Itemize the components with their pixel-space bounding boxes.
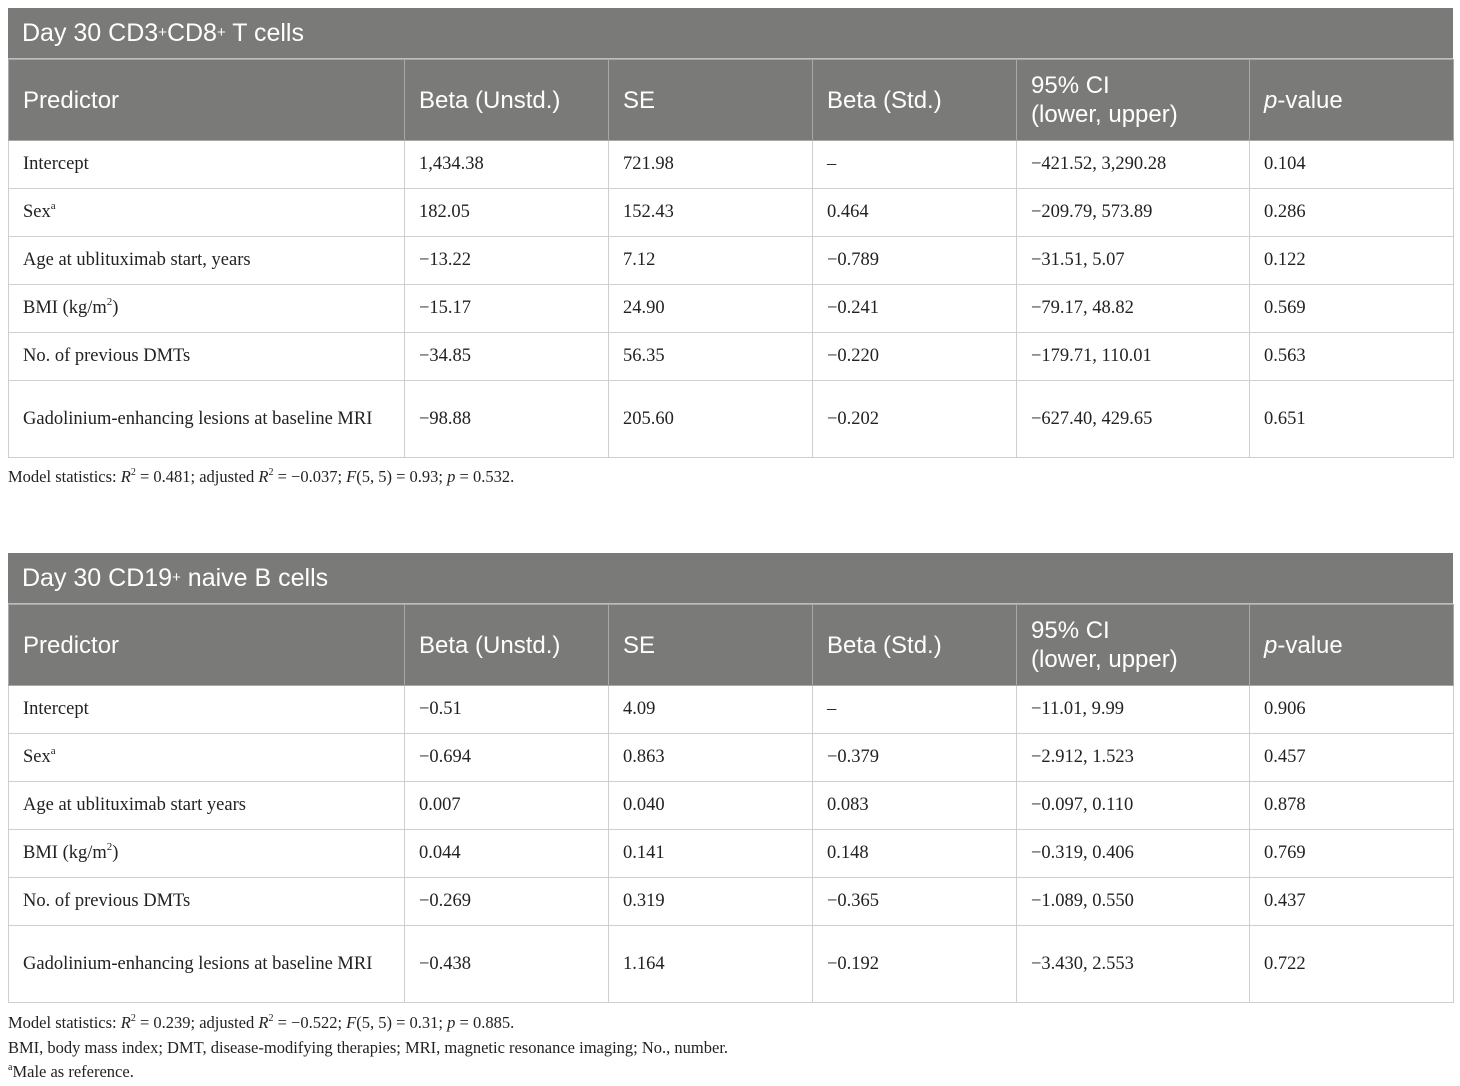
cell-beta-std: −0.789: [813, 237, 1017, 285]
cell-predictor: No. of previous DMTs: [9, 878, 405, 926]
cell-p-value: 0.878: [1250, 782, 1454, 830]
header-p-italic: p: [1264, 86, 1278, 114]
cell-beta-std: 0.083: [813, 782, 1017, 830]
cell-beta-std: 0.464: [813, 189, 1017, 237]
cell-se: 0.319: [609, 878, 813, 926]
header-beta-unstd: Beta (Unstd.): [405, 60, 609, 141]
cell-se: 4.09: [609, 686, 813, 734]
table-row: [9, 926, 1454, 1003]
note-italic: R: [120, 467, 131, 486]
cell-predictor: [9, 285, 405, 333]
cell-se: 24.90: [609, 285, 813, 333]
header-se: SE: [609, 605, 813, 686]
cell-p-value: 0.457: [1250, 734, 1454, 782]
note-text: (5, 5) = 0.31;: [356, 1013, 448, 1032]
model-statistics-note: [8, 467, 514, 487]
abbreviations-note: BMI, body mass index; DMT, disease-modifying therapies; MRI, magnetic resonance imaging; No., number.: [8, 1038, 729, 1057]
header-ci: [1017, 605, 1250, 686]
note-italic: F: [346, 1013, 357, 1032]
cell-beta-unstd: −98.88: [405, 381, 609, 458]
cell-predictor: [9, 830, 405, 878]
footnote-mark: a: [50, 745, 56, 757]
cell-se: 152.43: [609, 189, 813, 237]
cell-p-value: 0.563: [1250, 333, 1454, 381]
cell-ci: −421.52, 3,290.28: [1017, 141, 1250, 189]
cell-se: 1.164: [609, 926, 813, 1003]
table-row: [9, 285, 1454, 333]
table-cd19-naive-b-cells: [8, 553, 1453, 1003]
header-beta-unstd: Beta (Unstd.): [405, 605, 609, 686]
cell-predictor: Intercept: [9, 141, 405, 189]
cell-beta-unstd: −0.694: [405, 734, 609, 782]
header-row: [9, 60, 1454, 141]
header-ci-line2: (lower, upper): [1031, 101, 1178, 128]
footnote-mark: a: [50, 200, 56, 212]
cell-p-value: 0.651: [1250, 381, 1454, 458]
cell-predictor: Gadolinium-enhancing lesions at baseline MRI: [9, 926, 405, 1003]
table-row: [9, 237, 1454, 285]
note-text: = 0.239; adjusted: [135, 1013, 259, 1032]
cell-se: 7.12: [609, 237, 813, 285]
cell-beta-unstd: −15.17: [405, 285, 609, 333]
header-beta-std: Beta (Std.): [813, 60, 1017, 141]
cell-ci: −0.319, 0.406: [1017, 830, 1250, 878]
cell-predictor-text: Sex: [23, 202, 51, 222]
table-row: [9, 878, 1454, 926]
table-row: [9, 734, 1454, 782]
cell-beta-std: −0.379: [813, 734, 1017, 782]
cell-beta-std: −0.192: [813, 926, 1017, 1003]
note-text: = −0.522;: [273, 1013, 347, 1032]
cell-predictor: No. of previous DMTs: [9, 333, 405, 381]
note-italic: R: [258, 1013, 269, 1032]
table-row: [9, 141, 1454, 189]
superscript: 2: [106, 841, 113, 853]
table-caption: Day 30 CD19 + naive B cells: [8, 553, 1453, 604]
cell-beta-unstd: −0.51: [405, 686, 609, 734]
header-ci-line1: 95% CI: [1031, 617, 1110, 644]
cell-ci: −627.40, 429.65: [1017, 381, 1250, 458]
note-italic: p: [447, 1013, 456, 1032]
cell-beta-std: −0.241: [813, 285, 1017, 333]
cell-predictor-text: ): [112, 298, 119, 318]
note-text: (5, 5) = 0.93;: [356, 467, 448, 486]
cell-predictor: Gadolinium-enhancing lesions at baseline MRI: [9, 381, 405, 458]
header-predictor: Predictor: [9, 60, 405, 141]
cell-p-value: 0.769: [1250, 830, 1454, 878]
header-p-value: [1250, 605, 1454, 686]
table-row: [9, 381, 1454, 458]
cell-beta-unstd: 0.007: [405, 782, 609, 830]
cell-ci: −1.089, 0.550: [1017, 878, 1250, 926]
table-row: [9, 189, 1454, 237]
cell-se: 721.98: [609, 141, 813, 189]
cell-ci: −2.912, 1.523: [1017, 734, 1250, 782]
caption-text: Day 30 CD19: [22, 563, 173, 592]
note-italic: F: [346, 467, 357, 486]
table-cd8-t-cells: [8, 8, 1453, 458]
cell-beta-unstd: 1,434.38: [405, 141, 609, 189]
note-text: = 0.481; adjusted: [135, 467, 259, 486]
footnote-male-reference: [8, 1062, 134, 1082]
header-beta-std: Beta (Std.): [813, 605, 1017, 686]
caption-text: T cells: [225, 18, 304, 47]
header-predictor: Predictor: [9, 605, 405, 686]
table-caption: Day 30 CD3 + CD8 + T cells: [8, 8, 1453, 59]
header-p-italic: p: [1264, 631, 1278, 659]
cell-p-value: 0.122: [1250, 237, 1454, 285]
cell-predictor: [9, 734, 405, 782]
superscript: 2: [130, 1013, 136, 1024]
note-italic: R: [120, 1013, 131, 1032]
cell-beta-std: −0.365: [813, 878, 1017, 926]
table-row: [9, 782, 1454, 830]
cell-p-value: 0.286: [1250, 189, 1454, 237]
cell-predictor-text: BMI (kg/m: [23, 298, 107, 318]
cell-beta-std: −0.202: [813, 381, 1017, 458]
header-ci-line2: (lower, upper): [1031, 646, 1178, 673]
data-table: [8, 59, 1454, 458]
cell-ci: −209.79, 573.89: [1017, 189, 1250, 237]
caption-text: CD8: [166, 18, 217, 47]
cell-se: 0.141: [609, 830, 813, 878]
table-row: [9, 333, 1454, 381]
data-table: [8, 604, 1454, 1003]
table-row: [9, 686, 1454, 734]
caption-text: Day 30 CD3: [22, 18, 159, 47]
cell-p-value: 0.722: [1250, 926, 1454, 1003]
cell-predictor-text: ): [112, 843, 119, 863]
note-text: = 0.532.: [455, 467, 515, 486]
header-p-suffix: -value: [1277, 631, 1343, 659]
cell-predictor: Age at ublituximab start, years: [9, 237, 405, 285]
header-p-suffix: -value: [1277, 86, 1343, 114]
header-ci-line1: 95% CI: [1031, 72, 1110, 99]
cell-beta-unstd: −0.438: [405, 926, 609, 1003]
header-p-value: [1250, 60, 1454, 141]
cell-predictor: [9, 189, 405, 237]
note-text: Model statistics:: [8, 467, 121, 486]
note-text: = 0.885.: [455, 1013, 515, 1032]
table-row: [9, 830, 1454, 878]
cell-predictor: Intercept: [9, 686, 405, 734]
superscript: 2: [268, 1013, 274, 1024]
header-row: [9, 605, 1454, 686]
cell-beta-unstd: 182.05: [405, 189, 609, 237]
cell-ci: −11.01, 9.99: [1017, 686, 1250, 734]
cell-se: 205.60: [609, 381, 813, 458]
cell-ci: −79.17, 48.82: [1017, 285, 1250, 333]
note-text: = −0.037;: [273, 467, 347, 486]
cell-p-value: 0.104: [1250, 141, 1454, 189]
cell-predictor: Age at ublituximab start years: [9, 782, 405, 830]
cell-beta-std: 0.148: [813, 830, 1017, 878]
superscript: 2: [268, 467, 274, 478]
header-se: SE: [609, 60, 813, 141]
cell-se: 0.863: [609, 734, 813, 782]
cell-beta-unstd: 0.044: [405, 830, 609, 878]
cell-se: 0.040: [609, 782, 813, 830]
cell-beta-std: –: [813, 686, 1017, 734]
cell-predictor-text: Sex: [23, 747, 51, 767]
model-statistics-note: [8, 1013, 514, 1033]
cell-p-value: 0.906: [1250, 686, 1454, 734]
cell-p-value: 0.569: [1250, 285, 1454, 333]
cell-ci: −31.51, 5.07: [1017, 237, 1250, 285]
cell-p-value: 0.437: [1250, 878, 1454, 926]
superscript: 2: [106, 296, 113, 308]
cell-beta-std: –: [813, 141, 1017, 189]
caption-text: naive B cells: [180, 563, 329, 592]
cell-ci: −3.430, 2.553: [1017, 926, 1250, 1003]
note-text: Model statistics:: [8, 1013, 121, 1032]
cell-predictor-text: BMI (kg/m: [23, 843, 107, 863]
cell-ci: −179.71, 110.01: [1017, 333, 1250, 381]
cell-se: 56.35: [609, 333, 813, 381]
note-italic: p: [447, 467, 456, 486]
cell-beta-unstd: −13.22: [405, 237, 609, 285]
cell-beta-std: −0.220: [813, 333, 1017, 381]
header-ci: [1017, 60, 1250, 141]
note-text: Male as reference.: [12, 1062, 134, 1081]
cell-beta-unstd: −34.85: [405, 333, 609, 381]
footnote-mark: a: [8, 1062, 13, 1073]
cell-ci: −0.097, 0.110: [1017, 782, 1250, 830]
superscript: 2: [130, 467, 136, 478]
note-italic: R: [258, 467, 269, 486]
cell-beta-unstd: −0.269: [405, 878, 609, 926]
